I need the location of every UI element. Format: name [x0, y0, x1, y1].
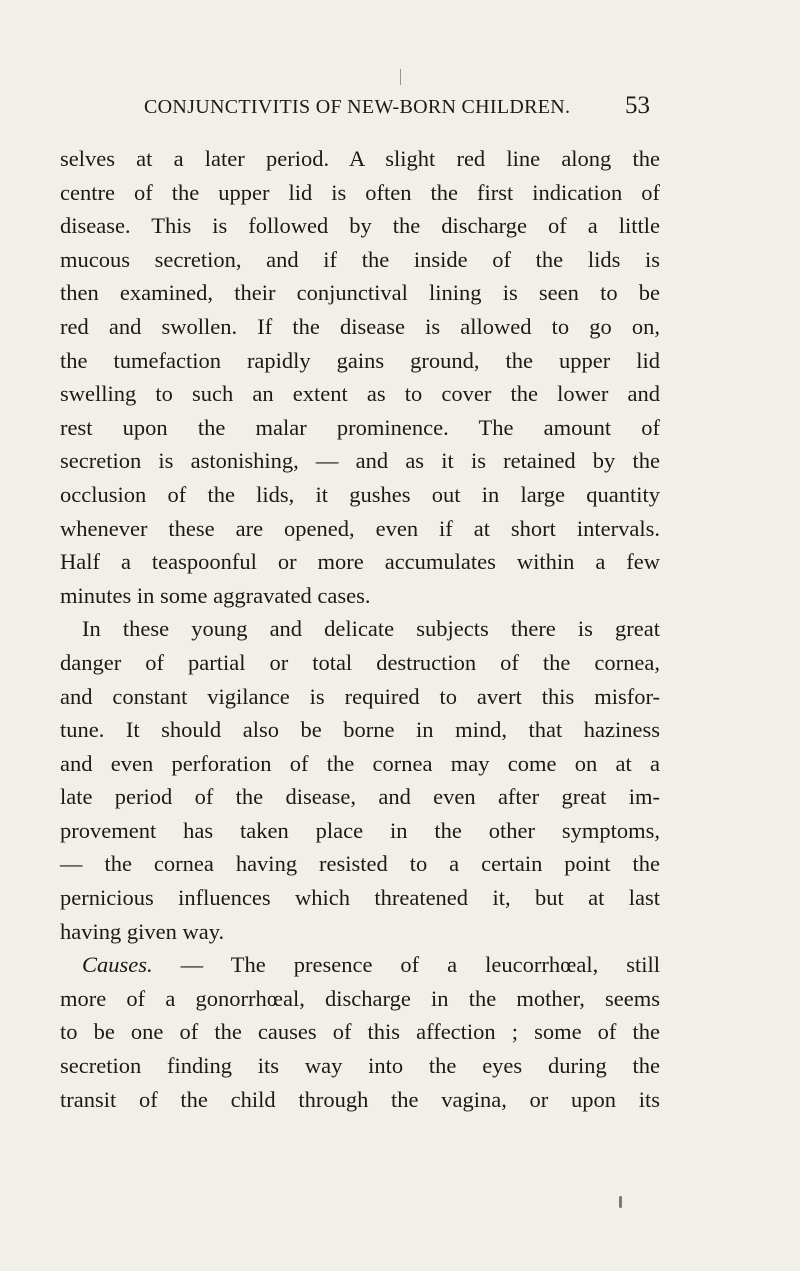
text-line: late period of the disease, and even after great im- [60, 784, 660, 810]
text-line: centre of the upper lid is often the first indication of [60, 179, 660, 205]
text-line: whenever these are opened, even if at short intervals. [60, 515, 660, 541]
text-line: the tumefaction rapidly gains ground, the upper lid [60, 347, 660, 373]
text-line: transit of the child through the vagina, or upon its [60, 1086, 660, 1112]
text-line: rest upon the malar prominence. The amount of [60, 414, 660, 440]
text-line: swelling to such an extent as to cover the lower and [60, 381, 660, 407]
text-line: danger of partial or total destruction of the cornea, [60, 649, 660, 675]
text-line: mucous secretion, and if the inside of the lids is [60, 246, 660, 272]
text-line: tune. It should also be borne in mind, that haziness [60, 717, 660, 743]
text-line: selves at a later period. A slight red line along the [60, 146, 660, 171]
text-line: minutes in some aggravated cases. [60, 582, 371, 608]
causes-paragraph-start [60, 948, 660, 982]
text-line: having given way. [60, 918, 225, 944]
ink-speck [619, 1196, 622, 1208]
text-run: — The presence of a leucorrhœal, still [180, 952, 661, 978]
text-line: and even perforation of the cornea may come on at a [60, 750, 660, 776]
text-line: secretion finding its way into the eyes during the [60, 1053, 660, 1079]
text-line: — the cornea having resisted to a certain point the [60, 851, 660, 877]
text-line: Half a teaspoonful or more accumulates within a few [60, 549, 660, 575]
text-line: occlusion of the lids, it gushes out in large quantity [60, 481, 660, 507]
text-line: pernicious influences which threatened it, but at last [60, 885, 660, 911]
page-number: 53 [625, 92, 650, 119]
causes-heading: Causes. [82, 952, 153, 978]
text-line: more of a gonorrhœal, discharge in the mother, seems [60, 985, 660, 1011]
body-text [60, 142, 660, 1116]
text-line: then examined, their conjunctival lining is seen to be [60, 280, 660, 306]
print-mark [400, 69, 401, 85]
text-line: to be one of the causes of this affection ; some of the [60, 1019, 660, 1045]
text-line: provement has taken place in the other symptoms, [60, 817, 660, 843]
running-title: CONJUNCTIVITIS OF NEW-BORN CHILDREN. [144, 96, 571, 118]
text-line: and constant vigilance is required to avert this misfor- [60, 683, 660, 709]
running-head [144, 92, 650, 124]
text-line: secretion is astonishing, — and as it is retained by the [60, 448, 660, 474]
text-line: red and swollen. If the disease is allowed to go on, [60, 313, 660, 339]
text-line: disease. This is followed by the discharge of a little [60, 213, 660, 239]
text-line: In these young and delicate subjects there is great [82, 616, 660, 642]
